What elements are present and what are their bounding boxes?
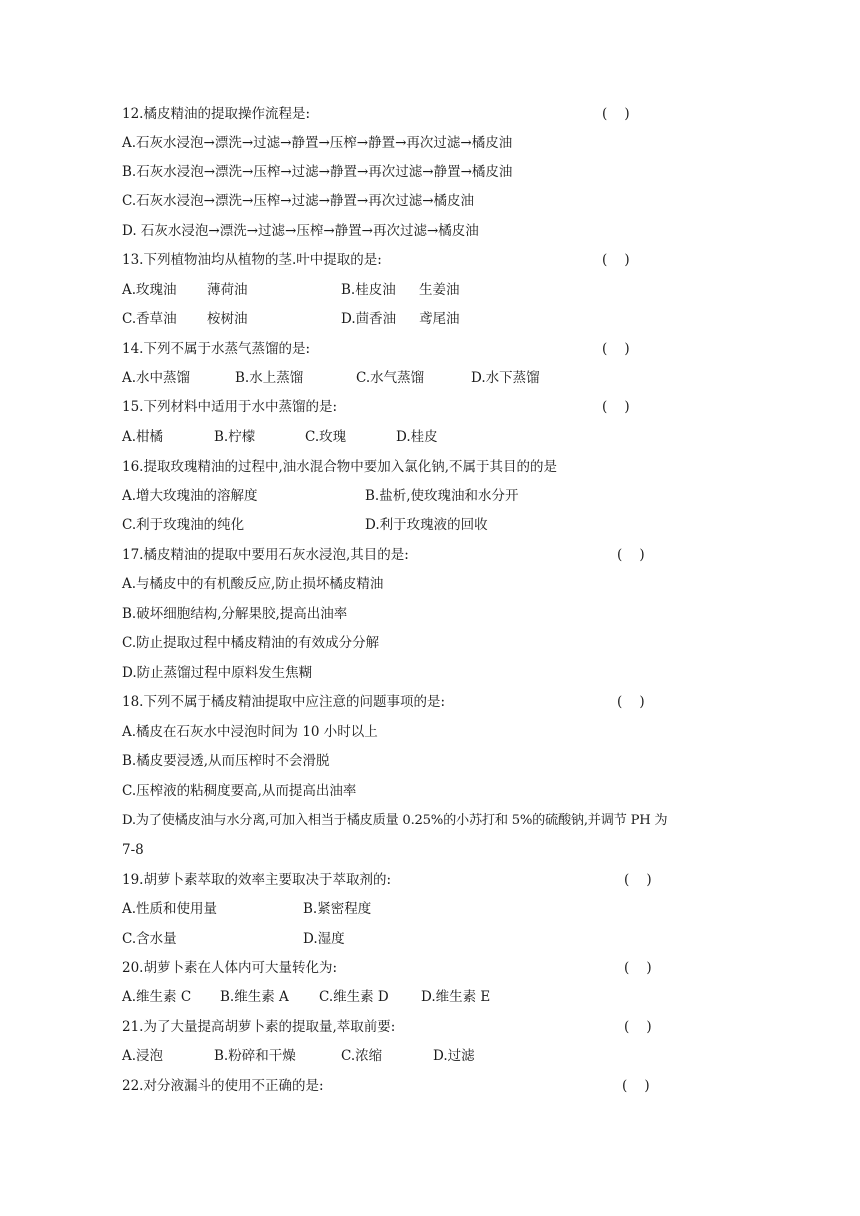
question-17-stem: 17.橘皮精油的提取中要用石灰水浸泡,其目的是: — [122, 547, 409, 563]
question-14-option-d: D.水下蒸馏 — [471, 370, 540, 386]
answer-blank-13: ( ) — [602, 252, 630, 268]
question-14-stem: 14.下列不属于水蒸气蒸馏的是: — [122, 341, 311, 357]
question-17-option-b: B.破坏细胞结构,分解果胶,提高出油率 — [122, 606, 348, 622]
question-15-option-a: A.柑橘 — [122, 429, 164, 445]
question-13-option-b: B.桂皮油 — [341, 282, 396, 298]
question-18-option-d-continued: 7-8 — [122, 842, 144, 858]
question-16-option-c: C.利于玫瑰油的纯化 — [122, 517, 245, 533]
question-20-option-c: C.维生素 D — [319, 989, 389, 1005]
answer-blank-20: ( ) — [624, 960, 652, 976]
question-15-option-c: C.玫瑰 — [305, 429, 347, 445]
question-18-option-b: B.橘皮要浸透,从而压榨时不会滑脱 — [122, 753, 330, 769]
question-21-option-a: A.浸泡 — [122, 1048, 164, 1064]
question-21-option-d: D.过滤 — [433, 1048, 475, 1064]
question-14-option-a: A.水中蒸馏 — [122, 370, 191, 386]
question-15-stem: 15.下列材料中适用于水中蒸馏的是: — [122, 399, 338, 415]
question-16-option-b: B.盐析,使玫瑰油和水分开 — [365, 488, 519, 504]
answer-blank-14: ( ) — [602, 341, 630, 357]
answer-blank-12: ( ) — [602, 106, 630, 122]
question-19-option-b: B.紧密程度 — [303, 901, 372, 917]
answer-blank-15: ( ) — [602, 399, 630, 415]
answer-blank-17: ( ) — [617, 547, 645, 563]
question-13-option-b-second: 生姜油 — [419, 282, 460, 298]
question-16-option-d: D.利于玫瑰液的回收 — [365, 517, 488, 533]
question-20-option-b: B.维生素 A — [220, 989, 289, 1005]
question-18-stem: 18.下列不属于橘皮精油提取中应注意的问题事项的是: — [122, 694, 446, 710]
question-14-option-c: C.水气蒸馏 — [356, 370, 425, 386]
question-12-option-a: A.石灰水浸泡→漂洗→过滤→静置→压榨→静置→再次过滤→橘皮油 — [122, 135, 513, 151]
answer-blank-21: ( ) — [624, 1019, 652, 1035]
question-12-stem: 12.橘皮精油的提取操作流程是: — [122, 106, 311, 122]
question-16-option-a: A.增大玫瑰油的溶解度 — [122, 488, 258, 504]
question-12-option-c: C.石灰水浸泡→漂洗→压榨→过滤→静置→再次过滤→橘皮油 — [122, 193, 475, 209]
question-13-option-d-second: 鸢尾油 — [419, 311, 460, 327]
question-13-stem: 13.下列植物油均从植物的茎.叶中提取的是: — [122, 252, 382, 268]
question-18-option-c: C.压榨液的粘稠度要高,从而提高出油率 — [122, 783, 357, 799]
question-13-option-d: D.茴香油 — [341, 311, 397, 327]
question-19-stem: 19.胡萝卜素萃取的效率主要取决于萃取剂的: — [122, 872, 392, 888]
question-18-option-a: A.橘皮在石灰水中浸泡时间为 10 小时以上 — [122, 724, 378, 740]
question-20-option-d: D.维生素 E — [421, 989, 491, 1005]
answer-blank-22: ( ) — [622, 1078, 650, 1094]
answer-blank-18: ( ) — [617, 694, 645, 710]
question-15-option-b: B.柠檬 — [214, 429, 256, 445]
question-13-option-a: A.玫瑰油 — [122, 282, 177, 298]
question-12-option-d: D. 石灰水浸泡→漂洗→过滤→压榨→静置→再次过滤→橘皮油 — [122, 223, 479, 239]
question-20-option-a: A.维生素 C — [122, 989, 192, 1005]
question-22-stem: 22.对分液漏斗的使用不正确的是: — [122, 1078, 324, 1094]
question-19-option-a: A.性质和使用量 — [122, 901, 218, 917]
question-13-option-c: C.香草油 — [122, 311, 177, 327]
question-21-option-c: C.浓缩 — [341, 1048, 383, 1064]
question-19-option-c: C.含水量 — [122, 931, 177, 947]
question-17-option-a: A.与橘皮中的有机酸反应,防止损坏橘皮精油 — [122, 576, 384, 592]
question-15-option-d: D.桂皮 — [396, 429, 438, 445]
question-17-option-c: C.防止提取过程中橘皮精油的有效成分分解 — [122, 635, 380, 651]
question-20-stem: 20.胡萝卜素在人体内可大量转化为: — [122, 960, 338, 976]
question-19-option-d: D.湿度 — [303, 931, 345, 947]
question-14-option-b: B.水上蒸馏 — [235, 370, 304, 386]
question-12-option-b: B.石灰水浸泡→漂洗→压榨→过滤→静置→再次过滤→静置→橘皮油 — [122, 164, 513, 180]
question-16-stem: 16.提取玫瑰精油的过程中,油水混合物中要加入氯化钠,不属于其目的的是 — [122, 459, 558, 475]
answer-blank-19: ( ) — [624, 872, 652, 888]
question-13-option-c-second: 桉树油 — [207, 311, 248, 327]
question-17-option-d: D.防止蒸馏过程中原料发生焦糊 — [122, 665, 313, 681]
question-13-option-a-second: 薄荷油 — [207, 282, 248, 298]
question-18-option-d: D.为了使橘皮油与水分离,可加入相当于橘皮质量 0.25%的小苏打和 5%的硫酸钠,并调节 PH 为 — [122, 813, 668, 828]
question-21-option-b: B.粉碎和干燥 — [214, 1048, 296, 1064]
question-21-stem: 21.为了大量提高胡萝卜素的提取量,萃取前要: — [122, 1019, 396, 1035]
